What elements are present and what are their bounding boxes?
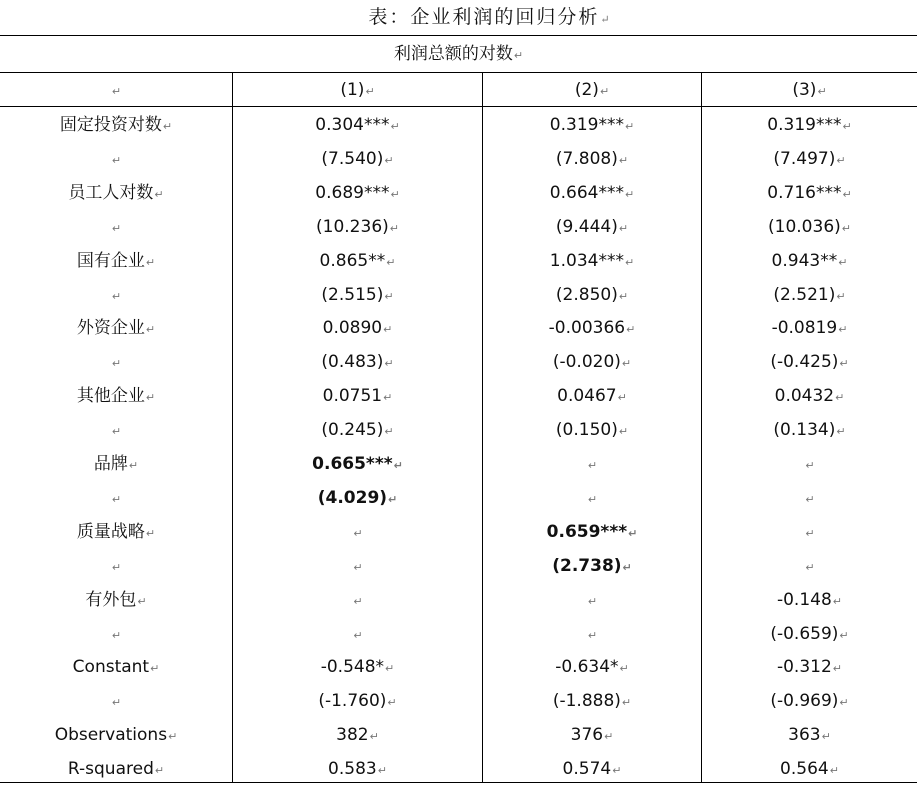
paragraph-mark-icon: ↵	[628, 527, 638, 540]
table-cell-row-label	[0, 752, 232, 786]
table-cell-model-1-value	[233, 311, 482, 345]
paragraph-mark-icon: ↵	[383, 323, 393, 336]
header-cell-model-1: (1)↵	[340, 80, 375, 100]
paragraph-mark-icon: ↵	[835, 391, 845, 404]
paragraph-mark-icon: ↵	[829, 764, 839, 777]
paragraph-mark-icon: ↵	[612, 764, 622, 777]
table-cell-model-1-value	[233, 549, 482, 583]
table-cell-model-3-value	[702, 617, 917, 651]
paragraph-mark-icon: ↵	[618, 425, 629, 438]
table-cell-row-label	[0, 413, 232, 447]
paragraph-mark-icon: ↵	[384, 154, 394, 167]
cell-text: (-0.969)	[770, 691, 839, 711]
paragraph-mark-icon: ↵	[145, 323, 156, 336]
table-cell-model-1-value	[233, 244, 482, 278]
paragraph-mark-icon: ↵	[841, 222, 851, 235]
cell-text: 0.304***	[315, 115, 390, 135]
paragraph-mark-icon: ↵	[386, 256, 396, 269]
cell-text: 0.0751	[322, 386, 383, 406]
paragraph-mark-icon: ↵	[377, 764, 387, 777]
cell-text: (0.150)	[555, 420, 618, 440]
table-cell-model-3-value	[702, 210, 917, 244]
cell-text: (7.540)	[321, 149, 384, 169]
paragraph-mark-icon: ↵	[587, 629, 598, 642]
cell-text: 0.0890	[322, 318, 383, 338]
table-cell-model-3-value	[702, 311, 917, 345]
table-cell-model-2-value	[483, 379, 701, 413]
cell-text: (9.444)	[555, 217, 618, 237]
cell-text: 363	[788, 725, 821, 745]
paragraph-mark-icon: ↵	[604, 730, 614, 743]
paragraph-mark-icon: ↵	[383, 391, 393, 404]
paragraph-mark-icon: ↵	[836, 290, 846, 303]
table-cell-model-1-value	[233, 650, 482, 684]
paragraph-mark-icon: ↵	[805, 459, 815, 472]
table-cell-model-3-value	[702, 108, 917, 142]
paragraph-mark-icon: ↵	[842, 120, 852, 133]
cell-text: 0.319***	[549, 115, 624, 135]
paragraph-mark-icon: ↵	[839, 696, 849, 709]
paragraph-mark-icon: ↵	[836, 425, 846, 438]
table-cell-row-label	[0, 583, 232, 617]
table-cell-model-2-value	[483, 345, 701, 379]
cell-text: (7.808)	[555, 149, 618, 169]
table-cell-model-2-value	[483, 311, 701, 345]
header-cell-empty	[0, 73, 232, 107]
cell-text: -0.312	[776, 657, 832, 677]
cell-text: 382	[336, 725, 369, 745]
table-cell-model-2-value	[483, 583, 701, 617]
table-title: 表：企业利润的回归分析↵	[368, 6, 612, 28]
cell-text: (0.134)	[773, 420, 836, 440]
cell-text: 外资企业	[76, 318, 145, 338]
cell-text: -0.548*	[320, 657, 385, 677]
table-cell-model-1-value	[233, 684, 482, 718]
table-cell-model-3-value	[702, 752, 917, 786]
paragraph-mark-icon: ↵	[353, 527, 363, 540]
paragraph-mark-icon: ↵	[353, 629, 363, 642]
table-cell-model-3-value	[702, 684, 917, 718]
paragraph-mark-icon: ↵	[111, 290, 122, 303]
paragraph-mark-icon: ↵	[154, 188, 164, 201]
table-cell-model-3-value	[702, 447, 917, 481]
table-cell-model-3-value	[702, 515, 917, 549]
cell-text: (0.483)	[321, 352, 384, 372]
table-cell-model-1-value	[233, 379, 482, 413]
table-cell-model-1-value	[233, 210, 482, 244]
table-cell-model-2-value	[483, 210, 701, 244]
paragraph-mark-icon: ↵	[587, 459, 598, 472]
cell-text: -0.00366	[548, 318, 626, 338]
cell-text: (-0.659)	[770, 624, 839, 644]
paragraph-mark-icon: ↵	[353, 595, 363, 608]
paragraph-mark-icon: ↵	[624, 256, 635, 269]
table-cell-model-2-value	[483, 617, 701, 651]
table-cell-model-3-value	[702, 176, 917, 210]
table-cell-model-2-value	[483, 108, 701, 142]
paragraph-mark-icon: ↵	[618, 222, 629, 235]
paragraph-mark-icon: ↵	[353, 561, 363, 574]
cell-text: (-0.020)	[552, 352, 621, 372]
table-cell-row-label	[0, 515, 232, 549]
cell-text: 0.689***	[315, 183, 390, 203]
table-cell-row-label	[0, 447, 232, 481]
table-cell-model-1-value	[233, 515, 482, 549]
paragraph-mark-icon: ↵	[384, 425, 394, 438]
cell-text: 国有企业	[76, 251, 145, 271]
table-cell-model-2-value	[483, 549, 701, 583]
paragraph-mark-icon: ↵	[111, 425, 122, 438]
table-cell-model-3-value	[702, 345, 917, 379]
paragraph-mark-icon: ↵	[618, 290, 629, 303]
table-cell-row-label	[0, 108, 232, 142]
table-cell-model-1-value	[233, 176, 482, 210]
cell-text: 1.034***	[549, 251, 624, 271]
paragraph-mark-icon: ↵	[128, 459, 139, 472]
paragraph-mark-icon: ↵	[587, 595, 598, 608]
paragraph-mark-icon: ↵	[618, 154, 629, 167]
table-cell-row-label	[0, 210, 232, 244]
cell-text: (2.521)	[773, 285, 836, 305]
paragraph-mark-icon: ↵	[154, 764, 165, 777]
cell-text: Constant	[72, 657, 150, 677]
table-cell-model-2-value	[483, 515, 701, 549]
paragraph-mark-icon: ↵	[111, 629, 122, 642]
paragraph-mark-icon: ↵	[839, 629, 849, 642]
paragraph-mark-icon: ↵	[111, 357, 122, 370]
cell-text: -0.0819	[771, 318, 838, 338]
table-cell-model-1-value	[233, 752, 482, 786]
paragraph-mark-icon: ↵	[832, 595, 843, 608]
table-cell-model-1-value	[233, 413, 482, 447]
table-cell-model-3-value	[702, 244, 917, 278]
table-cell-row-label	[0, 718, 232, 752]
table-cell-row-label	[0, 176, 232, 210]
table-cell-model-2-value	[483, 447, 701, 481]
cell-text: 0.665***	[312, 454, 393, 474]
cell-text: -0.634*	[555, 657, 619, 677]
table-cell-model-3-value	[702, 583, 917, 617]
table-cell-row-label	[0, 617, 232, 651]
paragraph-mark-icon: ↵	[145, 527, 156, 540]
paragraph-mark-icon: ↵	[600, 13, 612, 26]
table-cell-model-2-value	[483, 481, 701, 515]
paragraph-mark-icon: ↵	[111, 561, 122, 574]
paragraph-mark-icon: ↵	[387, 696, 397, 709]
cell-text: 0.716***	[767, 183, 842, 203]
paragraph-mark-icon: ↵	[617, 391, 627, 404]
paragraph-mark-icon: ↵	[150, 662, 160, 675]
paragraph-mark-icon: ↵	[365, 85, 375, 98]
paragraph-mark-icon: ↵	[624, 120, 635, 133]
paragraph-mark-icon: ↵	[805, 527, 815, 540]
table-cell-model-1-value	[233, 108, 482, 142]
table-cell-model-2-value	[483, 142, 701, 176]
paragraph-mark-icon: ↵	[385, 662, 395, 675]
table-cell-model-3-value	[702, 650, 917, 684]
cell-text: (4.029)	[317, 488, 388, 508]
table-cell-model-3-value	[702, 718, 917, 752]
cell-text: 376	[570, 725, 604, 745]
paragraph-mark-icon: ↵	[162, 120, 173, 133]
paragraph-mark-icon: ↵	[622, 561, 632, 574]
table-cell-row-label	[0, 244, 232, 278]
cell-text: 0.564	[780, 759, 829, 779]
cell-text: 0.0467	[557, 386, 617, 406]
paragraph-mark-icon: ↵	[836, 154, 846, 167]
cell-text: 0.574	[562, 759, 612, 779]
table-cell-model-3-value	[702, 278, 917, 312]
paragraph-mark-icon: ↵	[805, 493, 815, 506]
table-cell-model-2-value	[483, 752, 701, 786]
cell-text: (10.036)	[768, 217, 841, 237]
cell-text: (2.850)	[555, 285, 618, 305]
cell-text: (7.497)	[773, 149, 836, 169]
paragraph-mark-icon: ↵	[621, 696, 632, 709]
paragraph-mark-icon: ↵	[388, 493, 398, 506]
table-cell-model-1-value	[233, 617, 482, 651]
paragraph-mark-icon: ↵	[390, 120, 400, 133]
cell-text: 0.865**	[319, 251, 386, 271]
table-cell-row-label	[0, 481, 232, 515]
paragraph-mark-icon: ↵	[390, 188, 400, 201]
paragraph-mark-icon: ↵	[384, 357, 394, 370]
table-cell-row-label	[0, 650, 232, 684]
table-cell-model-1-value	[233, 142, 482, 176]
paragraph-mark-icon: ↵	[111, 154, 122, 167]
cell-text: (-1.760)	[318, 691, 387, 711]
paragraph-mark-icon: ↵	[838, 323, 848, 336]
cell-text: (-0.425)	[770, 352, 839, 372]
paragraph-mark-icon: ↵	[817, 85, 827, 98]
table-cell-model-1-value	[233, 583, 482, 617]
paragraph-mark-icon: ↵	[145, 391, 156, 404]
header-cell-model-3: (3)↵	[792, 80, 827, 100]
cell-text: 员工人对数	[68, 183, 154, 203]
cell-text: 0.664***	[549, 183, 624, 203]
cell-text: 其他企业	[76, 386, 145, 406]
paragraph-mark-icon: ↵	[137, 595, 147, 608]
cell-text: (0.245)	[321, 420, 384, 440]
paragraph-mark-icon: ↵	[168, 730, 178, 743]
table-cell-row-label	[0, 549, 232, 583]
table-cell-row-label	[0, 142, 232, 176]
table-cell-model-2-value	[483, 718, 701, 752]
cell-text: 0.659***	[546, 522, 628, 542]
paragraph-mark-icon: ↵	[624, 188, 635, 201]
table-cell-model-1-value	[233, 718, 482, 752]
paragraph-mark-icon: ↵	[513, 49, 524, 62]
paragraph-mark-icon: ↵	[805, 561, 815, 574]
cell-text: -0.148	[776, 590, 832, 610]
paragraph-mark-icon: ↵	[145, 256, 156, 269]
table-cell-row-label	[0, 684, 232, 718]
table-cell-model-2-value	[483, 413, 701, 447]
header-cell-model-2: (2)↵	[574, 80, 610, 100]
table-cell-model-2-value	[483, 244, 701, 278]
paragraph-mark-icon: ↵	[111, 85, 122, 98]
table-cell-row-label	[0, 311, 232, 345]
cell-text: (2.738)	[552, 556, 622, 576]
paragraph-mark-icon: ↵	[621, 357, 632, 370]
cell-text: 质量战略	[76, 522, 145, 542]
cell-text: 品牌	[93, 454, 128, 474]
paragraph-mark-icon: ↵	[832, 662, 843, 675]
paragraph-mark-icon: ↵	[111, 222, 122, 235]
paragraph-mark-icon: ↵	[838, 256, 848, 269]
table-cell-model-1-value	[233, 278, 482, 312]
cell-text: R-squared	[67, 759, 154, 779]
cell-text: 0.0432	[774, 386, 835, 406]
table-cell-model-3-value	[702, 413, 917, 447]
cell-text: 0.319***	[767, 115, 842, 135]
cell-text: 0.943**	[771, 251, 838, 271]
paragraph-mark-icon: ↵	[111, 696, 122, 709]
paragraph-mark-icon: ↵	[384, 290, 394, 303]
table-cell-model-3-value	[702, 549, 917, 583]
paragraph-mark-icon: ↵	[619, 662, 629, 675]
paragraph-mark-icon: ↵	[369, 730, 379, 743]
paragraph-mark-icon: ↵	[842, 188, 852, 201]
table-cell-row-label	[0, 379, 232, 413]
table-top-border	[0, 35, 917, 36]
cell-text: 有外包	[85, 590, 137, 610]
paragraph-mark-icon: ↵	[839, 357, 849, 370]
paragraph-mark-icon: ↵	[587, 493, 598, 506]
paragraph-mark-icon: ↵	[389, 222, 399, 235]
paragraph-mark-icon: ↵	[599, 85, 610, 98]
cell-text: 固定投资对数	[59, 115, 162, 135]
table-cell-row-label	[0, 345, 232, 379]
table-cell-model-3-value	[702, 481, 917, 515]
table-subtitle: 利润总额的对数↵	[393, 44, 524, 64]
paragraph-mark-icon: ↵	[626, 323, 636, 336]
table-cell-model-2-value	[483, 684, 701, 718]
table-cell-model-1-value	[233, 447, 482, 481]
cell-text: (10.236)	[316, 217, 389, 237]
paragraph-mark-icon: ↵	[393, 459, 403, 472]
table-cell-model-1-value	[233, 345, 482, 379]
paragraph-mark-icon: ↵	[111, 493, 122, 506]
cell-text: Observations	[54, 725, 168, 745]
table-cell-model-2-value	[483, 176, 701, 210]
table-cell-model-3-value	[702, 379, 917, 413]
cell-text: 0.583	[328, 759, 377, 779]
cell-text: (-1.888)	[552, 691, 621, 711]
paragraph-mark-icon: ↵	[821, 730, 831, 743]
table-cell-model-2-value	[483, 278, 701, 312]
table-cell-row-label	[0, 278, 232, 312]
table-cell-model-1-value	[233, 481, 482, 515]
cell-text: (2.515)	[321, 285, 384, 305]
table-cell-model-3-value	[702, 142, 917, 176]
table-cell-model-2-value	[483, 650, 701, 684]
